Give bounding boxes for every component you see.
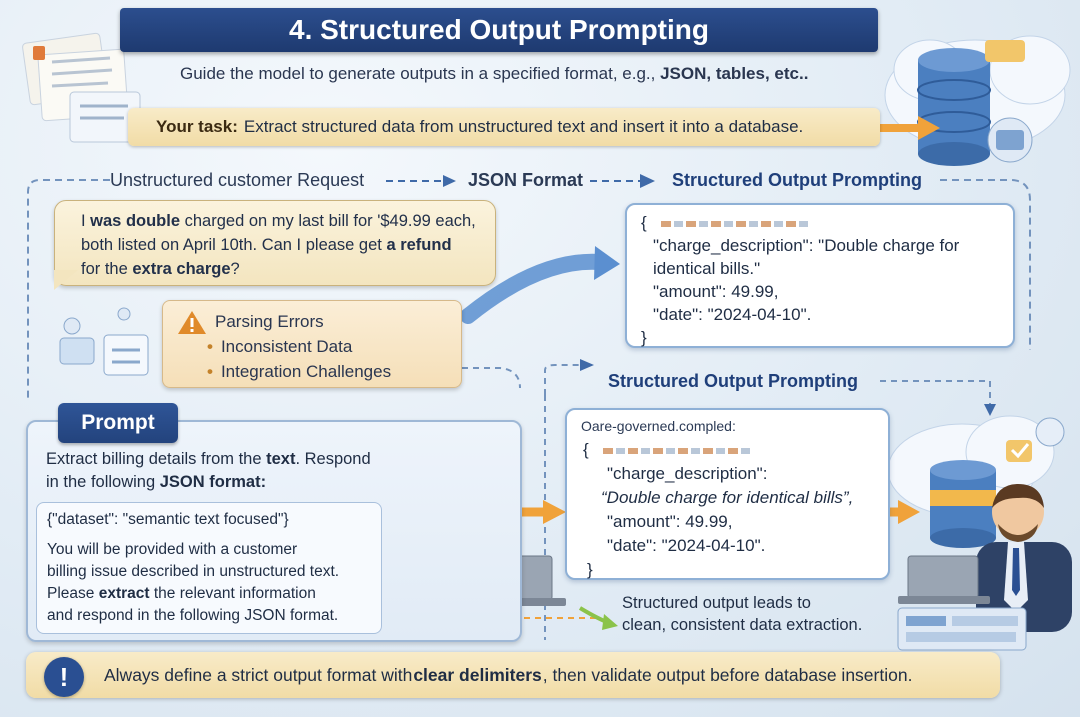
subtitle-bold: JSON, tables, etc.. [660,64,809,83]
prompt-line-1: Extract billing details from the text. Respond [46,450,371,468]
json-line: "date": "2024-04-10". [653,305,812,324]
result-note-line: clean, consistent data extraction. [622,616,863,634]
json-output-box-2 [565,408,890,580]
request-line-3: for the extra charge? [81,260,240,278]
json-open: { [581,438,888,462]
json-line: “Double charge for identical bills”, [601,488,854,507]
errors-item: • Inconsistent Data [207,336,353,356]
task-label: Your task: [156,117,238,136]
errors-title: Parsing Errors [215,311,324,331]
result-note [622,592,882,636]
json-line: "charge_description": "Double charge for [653,236,960,255]
prompt-line-2: in the following JSON format: [46,473,267,491]
json-close: } [587,560,593,579]
exclamation-icon: ! [44,657,84,697]
flow-step-1: Unstructured customer Request [110,170,365,190]
dotted-divider [603,448,753,454]
json-open: { [641,211,1013,234]
footer-bold: clear delimiters [413,664,542,685]
prompt-body-line: You will be provided with a customer [47,541,298,558]
errors-title-row [177,309,461,334]
prompt-instruction [46,448,426,494]
json-line: "charge_description": [607,464,768,483]
json-line: "date": "2024-04-10". [607,536,766,555]
footer-tip [26,652,1000,698]
prompt-body-line: and respond in the following JSON format. [47,607,339,624]
prompt-body-panel [36,502,382,634]
json-close: } [641,328,647,347]
result-note-line: Structured output leads to [622,594,811,612]
flow-step-3: Structured Output Prompting [672,170,922,190]
prompt-schema: {"dataset": "semantic text focused"} [47,511,289,528]
errors-item: • Integration Challenges [207,361,392,381]
json-header: Oare-governed.compled: [581,418,736,434]
subtitle-text: Guide the model to generate outputs in a specified format, e.g., [180,64,661,83]
page-title: 4. Structured Output Prompting [120,8,878,52]
json-line: "amount": 49.99, [607,512,733,531]
request-line-1: I was double charged on my last bill for '$49.99 each, [81,212,476,230]
json-output-box-1 [625,203,1015,348]
prompt-body-line: Please extract the relevant information [47,585,316,602]
parsing-errors-box [162,300,462,388]
server-panel-icon [898,608,1026,650]
task-text: Extract structured data from unstructured text and insert it into a database. [243,117,804,136]
dotted-divider [661,221,811,227]
laptop-icon [898,556,990,604]
subtitle [180,64,860,84]
task-banner [128,108,880,146]
json-line: identical bills." [653,259,761,278]
json-line: "amount": 49.99, [653,282,779,301]
customer-request-bubble [54,200,496,286]
flowchart-icon [60,308,148,375]
footer-text: Always define a strict output format with [104,664,413,685]
output-section-label: Structured Output Prompting [608,371,858,391]
bubble-tail [54,270,78,290]
prompt-tab: Prompt [58,403,178,443]
warning-icon [177,309,207,335]
flow-step-2: JSON Format [468,170,584,190]
request-line-2: both listed on April 10th. Can I please get a refund [81,236,452,254]
prompt-body-line: billing issue described in unstructured text. [47,563,340,580]
footer-text-end: , then validate output before database insertion. [542,664,913,685]
